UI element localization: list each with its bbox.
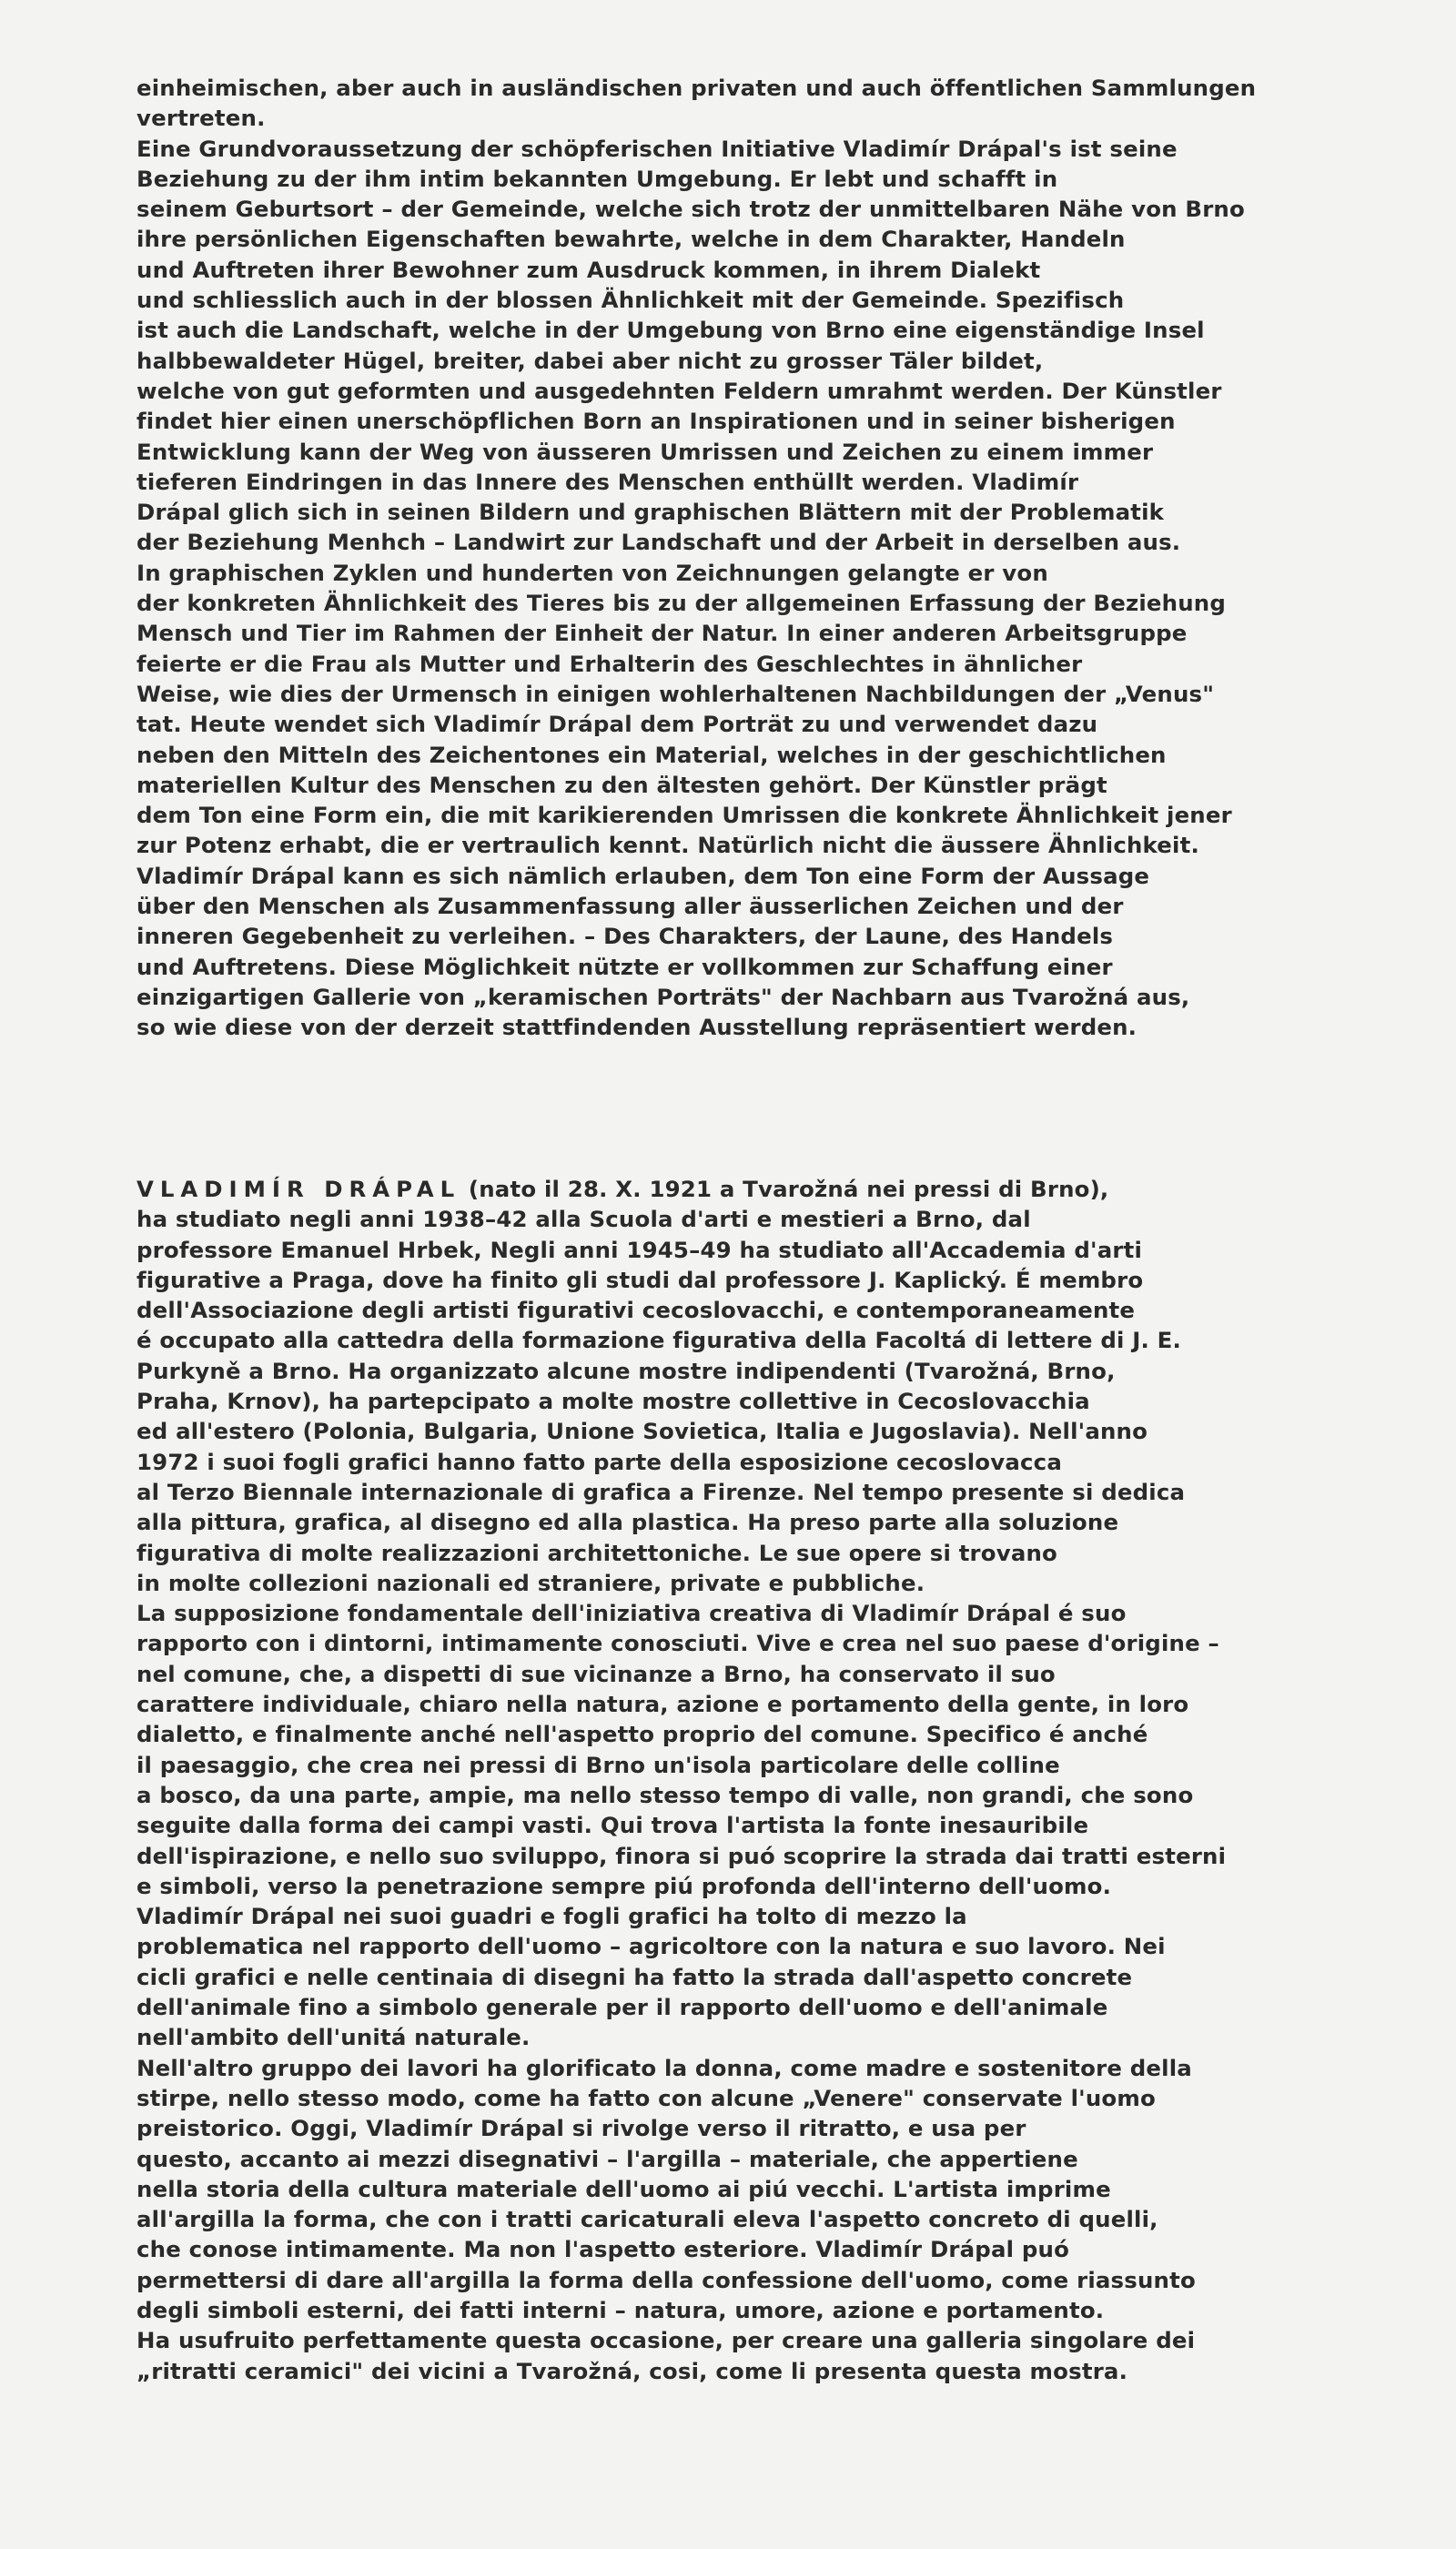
german-text-line: findet hier einen unerschöpflichen Born an Inspirationen und in seiner bisherigen xyxy=(136,408,1176,435)
italian-text-line: in molte collezioni nazionali ed straniere, private e pubbliche. xyxy=(136,1569,925,1596)
german-text-line: seinem Geburtsort – der Gemeinde, welche sich trotz der unmittelbaren Nähe von Brno xyxy=(136,196,1245,223)
german-text-line: und schliesslich auch in der blossen Ähnlichkeit mit der Gemeinde. Spezifisch xyxy=(136,287,1125,314)
italian-text-line: „ritratti ceramici" dei vicini a Tvarožná, cosi, come li presenta questa mostra. xyxy=(136,2357,1128,2384)
italian-text-line: Ha usufruito perfettamente questa occasione, per creare una galleria singolare dei xyxy=(136,2327,1196,2354)
italian-text-line: professore Emanuel Hrbek, Negli anni 1945–49 ha studiato all'Accademia d'arti xyxy=(136,1236,1143,1263)
italian-text-line: nella storia della cultura materiale dell'uomo ai piú vecchi. L'artista imprime xyxy=(136,2175,1111,2202)
italian-text-line: Nell'altro gruppo dei lavori ha glorificato la donna, come madre e sostenitore della xyxy=(136,2054,1192,2081)
italian-heading-line xyxy=(136,1174,1365,1204)
german-text-line: dem Ton eine Form ein, die mit karikierenden Umrissen die konkrete Ähnlichkeit jener xyxy=(136,802,1232,829)
italian-text-line: dell'Associazione degli artisti figurativi cecoslovacchi, e contemporaneamente xyxy=(136,1297,1136,1324)
italian-text-line: questo, accanto ai mezzi disegnativi – l'argilla – materiale, che appertiene xyxy=(136,2145,1078,2172)
italian-text-line: La supposizione fondamentale dell'iniziativa creativa di Vladimír Drápal é suo xyxy=(136,1600,1127,1627)
german-text-line: halbbewaldeter Hügel, breiter, dabei aber nicht zu grosser Täler bildet, xyxy=(136,347,1044,374)
german-text-line: Drápal glich sich in seinen Bildern und graphischen Blättern mit der Problematik xyxy=(136,499,1165,526)
german-text-line: vertreten. xyxy=(136,105,266,132)
italian-text-line: ed all'estero (Polonia, Bulgaria, Unione Sovietica, Italia e Jugoslavia). Nell'anno xyxy=(136,1418,1148,1445)
italian-text-line: seguite dalla forma dei campi vasti. Qui trova l'artista la fonte inesauribile xyxy=(136,1812,1089,1839)
italian-text-line: al Terzo Biennale internazionale di grafica a Firenze. Nel tempo presente si dedica xyxy=(136,1478,1186,1505)
italian-text-line: che conose intimamente. Ma non l'aspetto esteriore. Vladimír Drápal puó xyxy=(136,2236,1070,2263)
italian-text-line: 1972 i suoi fogli grafici hanno fatto parte della esposizione cecoslovacca xyxy=(136,1448,1062,1475)
italian-text-line: figurativa di molte realizzazioni architettoniche. Le sue opere si trovano xyxy=(136,1539,1058,1566)
italian-text-line: carattere individuale, chiaro nella natura, azione e portamento della gente, in loro xyxy=(136,1691,1189,1718)
german-text-line: Beziehung zu der ihm intim bekannten Umgebung. Er lebt und schafft in xyxy=(136,165,1058,192)
german-text-line: zur Potenz erhabt, die er vertraulich kennt. Natürlich nicht die äussere Ähnlichkeit. xyxy=(136,832,1199,859)
italian-text-line: rapporto con i dintorni, intimamente conosciuti. Vive e crea nel suo paese d'origine – xyxy=(136,1630,1219,1657)
italian-text-line: stirpe, nello stesso modo, come ha fatto con alcune „Venere" conservate l'uomo xyxy=(136,2084,1156,2111)
italian-text-line: degli simboli esterni, dei fatti interni – natura, umore, azione e portamento. xyxy=(136,2296,1105,2323)
german-text-line: einzigartigen Gallerie von „keramischen Porträts" der Nachbarn aus Tvarožná aus, xyxy=(136,983,1190,1010)
italian-text-line: dell'ispirazione, e nello suo sviluppo, finora si puó scoprire la strada dai tratti esterni xyxy=(136,1842,1227,1869)
german-text-line: tieferen Eindringen in das Innere des Menschen enthüllt werden. Vladimír xyxy=(136,468,1079,495)
italian-text-line: preistorico. Oggi, Vladimír Drápal si rivolge verso il ritratto, e usa per xyxy=(136,2115,1026,2142)
german-text-line: ist auch die Landschaft, welche in der Umgebung von Brno eine eigenständige Insel xyxy=(136,317,1205,344)
italian-text-line: Purkyně a Brno. Ha organizzato alcune mostre indipendenti (Tvarožná, Brno, xyxy=(136,1357,1116,1384)
german-text-line: Vladimír Drápal kann es sich nämlich erlauben, dem Ton eine Form der Aussage xyxy=(136,862,1150,889)
german-text-line: und Auftretens. Diese Möglichkeit nützte er vollkommen zur Schaffung einer xyxy=(136,953,1113,980)
italian-text-line: é occupato alla cattedra della formazione figurativa della Facoltá di lettere di J. E. xyxy=(136,1327,1182,1354)
german-text-line: Mensch und Tier im Rahmen der Einheit der Natur. In einer anderen Arbeitsgruppe xyxy=(136,620,1188,647)
german-text-line: Entwicklung kann der Weg von äusseren Umrissen und Zeichen zu einem immer xyxy=(136,438,1154,465)
italian-text-line: nel comune, che, a dispetti di sue vicinanze a Brno, ha conservato il suo xyxy=(136,1660,1056,1687)
german-text-line: materiellen Kultur des Menschen zu den ältesten gehört. Der Künstler prägt xyxy=(136,771,1107,798)
italian-text-line: cicli grafici e nelle centinaia di disegni ha fatto la strada dall'aspetto concrete xyxy=(136,1963,1133,1990)
german-text-line: der Beziehung Menhch – Landwirt zur Landschaft und der Arbeit in derselben aus. xyxy=(136,529,1181,556)
italian-text-line: il paesaggio, che crea nei pressi di Brno un'isola particolare delle colline xyxy=(136,1751,1060,1778)
german-text-line: der konkreten Ähnlichkeit des Tieres bis zu der allgemeinen Erfassung der Beziehung xyxy=(136,590,1226,617)
italian-text-line: nell'ambito dell'unitá naturale. xyxy=(136,2024,531,2051)
italian-text-line: dell'animale fino a simbolo generale per il rapporto dell'uomo e dell'animale xyxy=(136,1994,1108,2021)
german-text-line: tat. Heute wendet sich Vladimír Drápal dem Porträt zu und verwendet dazu xyxy=(136,711,1098,738)
german-text-line: Weise, wie dies der Urmensch in einigen wohlerhaltenen Nachbildungen der „Venus" xyxy=(136,680,1215,707)
german-text-line: so wie diese von der derzeit stattfindenden Ausstellung repräsentiert werden. xyxy=(136,1014,1138,1041)
german-text-line: über den Menschen als Zusammenfassung aller äusserlichen Zeichen und der xyxy=(136,893,1124,920)
german-text-line: und Auftreten ihrer Bewohner zum Ausdruck kommen, in ihrem Dialekt xyxy=(136,256,1041,283)
italian-text-line: a bosco, da una parte, ampie, ma nello stesso tempo di valle, non grandi, che sono xyxy=(136,1781,1194,1808)
italian-text-line: ha studiato negli anni 1938–42 alla Scuola d'arti e mestieri a Brno, dal xyxy=(136,1206,1031,1233)
german-text-line: In graphischen Zyklen und hunderten von Zeichnungen gelangte er von xyxy=(136,559,1048,586)
german-text-line: neben den Mitteln des Zeichentones ein Material, welches in der geschichtlichen xyxy=(136,741,1167,768)
italian-text-line: all'argilla la forma, che con i tratti caricaturali eleva l'aspetto concreto di quelli, xyxy=(136,2206,1158,2233)
italian-text-line: permettersi di dare all'argilla la forma della confessione dell'uomo, come riassunto xyxy=(136,2266,1196,2293)
italian-text-block xyxy=(136,1174,1365,2386)
german-text-line: ihre persönlichen Eigenschaften bewahrte, welche in dem Charakter, Handeln xyxy=(136,226,1126,253)
italian-text-line: e simboli, verso la penetrazione sempre piú profonda dell'interno dell'uomo. xyxy=(136,1872,1112,1899)
italian-text-line: Praha, Krnov), ha partepcipato a molte mostre collettive in Cecoslovacchia xyxy=(136,1388,1090,1415)
german-text-line: einheimischen, aber auch in ausländischen privaten und auch öffentlichen Sammlungen xyxy=(136,75,1257,101)
italian-text-line: Vladimír Drápal nei suoi guadri e fogli grafici ha tolto di mezzo la xyxy=(136,1903,967,1930)
german-text-line: Eine Grundvoraussetzung der schöpferischen Initiative Vladimír Drápal's ist seine xyxy=(136,135,1178,162)
italian-text-line: figurative a Praga, dove ha finito gli studi dal professore J. Kaplický. É membro xyxy=(136,1266,1144,1293)
german-text-block xyxy=(136,73,1365,1043)
german-text-line: welche von gut geformten und ausgedehnten Feldern umrahmt werden. Der Künstler xyxy=(136,377,1222,404)
italian-text-line: problematica nel rapporto dell'uomo – agricoltore con la natura e suo lavoro. Nei xyxy=(136,1933,1166,1960)
german-text-line: feierte er die Frau als Mutter und Erhalterin des Geschlechtes in ähnlicher xyxy=(136,650,1083,677)
german-text-line: inneren Gegebenheit zu verleihen. – Des Charakters, der Laune, des Handels xyxy=(136,923,1114,950)
artist-birth-info: (nato il 28. X. 1921 a Tvarožná nei pressi di Brno), xyxy=(460,1176,1109,1202)
italian-text-line: alla pittura, grafica, al disegno ed alla plastica. Ha preso parte alla soluzione xyxy=(136,1509,1119,1536)
italian-text-line: dialetto, e finalmente anché nell'aspetto proprio del comune. Specifico é anché xyxy=(136,1721,1148,1748)
artist-name: VLADIMÍR DRÁPAL xyxy=(136,1176,461,1202)
